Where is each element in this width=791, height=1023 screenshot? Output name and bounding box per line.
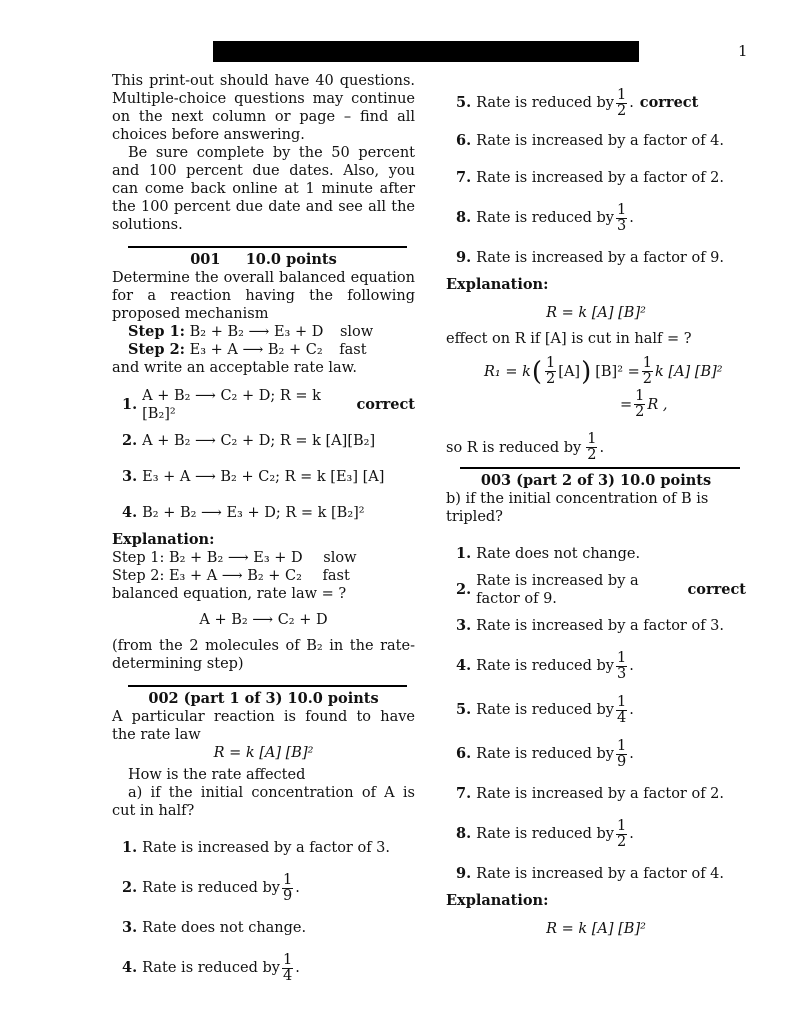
choice-number: 1.	[122, 396, 138, 413]
derivation-result: R ,	[647, 396, 668, 413]
step-1-label: Step 1:	[128, 323, 186, 340]
question-001-options	[112, 387, 415, 531]
explanation-step-1	[112, 549, 415, 567]
choice-option[interactable]: 8. Rate is reduced by $\frac{1}{2}$ .	[456, 817, 634, 850]
numerator: 1	[616, 649, 627, 666]
choice-number: 2.	[122, 879, 138, 896]
redacted-header-bar	[213, 41, 639, 62]
choice-option[interactable]	[456, 536, 746, 572]
explanation-label: Explanation:	[112, 531, 215, 548]
choice-number: 6.	[456, 745, 472, 762]
choice-option[interactable]	[122, 910, 415, 946]
choice-number: 7.	[456, 785, 472, 802]
choice-number: 3.	[122, 468, 138, 485]
equals: =	[620, 396, 633, 413]
fraction	[616, 651, 627, 682]
choice-text: Rate does not change.	[142, 920, 307, 936]
denominator: 2	[616, 102, 627, 119]
numerator: 1	[587, 431, 597, 447]
choice-option[interactable]	[456, 856, 746, 892]
denominator: 2	[587, 447, 597, 463]
choice-text: Rate is reduced by	[142, 960, 280, 976]
choice-option[interactable]	[122, 495, 415, 531]
choice-number: 1.	[456, 545, 472, 562]
derivation-mid: [B]² =	[595, 363, 640, 380]
choice-option[interactable]: 8. Rate is reduced by $\frac{1}{3}$ .	[456, 201, 634, 234]
explanation-question: effect on R if [A] is cut in half = ?	[446, 331, 692, 347]
choice-text: Rate does not change.	[476, 546, 641, 562]
choice-text: A + B₂ ⟶ C₂ + D; R = k [A][B₂]	[142, 433, 376, 449]
explanation-rate-law: R = k [A] [B]²	[546, 305, 646, 321]
divider	[128, 246, 407, 248]
choice-number: 5.	[456, 94, 472, 111]
correct-tag: correct	[356, 396, 415, 413]
question-003-header: 003 (part 2 of 3) 10.0 points	[480, 472, 712, 489]
numerator: 1	[546, 355, 556, 371]
page-number: 1	[738, 42, 748, 60]
choice-number: 5.	[456, 701, 472, 718]
choice-number: 9.	[456, 249, 472, 266]
step-1-rate: slow	[339, 324, 374, 340]
choice-number: 2.	[122, 432, 138, 449]
choice-number: 7.	[456, 169, 472, 186]
derivation-line-2	[620, 389, 746, 420]
choice-text: Rate is increased by a factor of 9.	[476, 250, 725, 266]
divider	[460, 467, 740, 469]
question-001-prompt: Determine the overall balanced equation for a reaction having the following proposed mechanism	[112, 270, 415, 322]
correct-tag: correct	[639, 94, 699, 111]
conclusion-text: so R is reduced by	[446, 439, 582, 456]
numerator: 1	[282, 951, 293, 968]
fraction	[642, 356, 653, 387]
choice-text: Rate is increased by a factor of 2.	[476, 786, 725, 802]
intro-paragraph-2: Be sure complete by the 50 percent and 100 percent due dates. Also, you can come back online at 1 minute after the 100 percent due date and see all the solutions.	[112, 145, 415, 233]
explanation-rate-law: R = k [A] [B]²	[546, 921, 646, 937]
correct-tag: correct	[687, 581, 746, 598]
choice-number: 3.	[456, 617, 472, 634]
derivation-line-1: R₁ = k ( $\frac{1}{2}$ [A] ) [B]² = $\frac{1}{2}$ k [A] [B]²	[484, 355, 723, 387]
fraction	[545, 356, 556, 387]
fraction	[616, 695, 627, 726]
denominator: 2	[616, 833, 627, 850]
choice-option[interactable]	[456, 572, 746, 608]
choice-text: E₃ + A ⟶ B₂ + C₂; R = k [E₃] [A]	[142, 469, 385, 485]
fraction	[282, 873, 293, 904]
exp-step-2-eq: Step 2: E₃ + A ⟶ B₂ + C₂	[112, 568, 302, 584]
choice-option[interactable]	[456, 608, 746, 644]
step-1-equation: B₂ + B₂ ⟶ E₃ + D	[189, 324, 324, 340]
numerator: 1	[642, 355, 653, 371]
fraction	[282, 953, 293, 984]
explanation-label: Explanation:	[446, 892, 549, 909]
numerator: 1	[635, 388, 645, 404]
choice-text: Rate is increased by a factor of 3.	[476, 618, 725, 634]
intro-paragraph-1: This print-out should have 40 questions. Multiple-choice questions may continue on the next column or page – find all choices before answering.	[112, 73, 415, 143]
choice-number: 9.	[456, 865, 472, 882]
left-column	[112, 72, 415, 990]
choice-text: B₂ + B₂ ⟶ E₃ + D; R = k [B₂]²	[142, 505, 365, 521]
choice-option[interactable]: 4. Rate is reduced by $\frac{1}{4}$ .	[122, 951, 300, 984]
question-003-options	[446, 536, 746, 892]
choice-number: 6.	[456, 132, 472, 149]
question-002-header: 002 (part 1 of 3) 10.0 points	[148, 690, 379, 707]
mechanism-step-2	[128, 341, 415, 359]
numerator: 1	[616, 693, 627, 710]
question-002-prompt: A particular reaction is found to have the rate law	[112, 709, 415, 743]
rate-law: R = k [A] [B]²	[213, 745, 314, 761]
step-2-rate: fast	[339, 342, 367, 358]
choice-text: Rate is reduced by	[476, 826, 614, 842]
denominator: 4	[616, 709, 627, 726]
question-002-options-b	[446, 84, 746, 276]
choice-text: Rate is reduced by	[476, 210, 614, 226]
question-002-sub2: a) if the initial concentration of A is cut in half?	[112, 785, 415, 819]
choice-text: Rate is reduced by	[476, 702, 614, 718]
mechanism-step-1	[128, 323, 415, 341]
divider	[128, 685, 407, 687]
denominator: 9	[616, 753, 627, 770]
fraction	[586, 432, 597, 463]
choice-option[interactable]	[456, 160, 746, 196]
choice-text: Rate is increased by a factor of 4.	[476, 866, 725, 882]
choice-option[interactable]	[122, 830, 415, 866]
choice-option[interactable]	[456, 122, 746, 160]
question-001-header: 001 10.0 points	[190, 251, 337, 268]
choice-option[interactable]	[122, 423, 415, 459]
fraction	[616, 203, 627, 234]
choice-number: 1.	[122, 839, 138, 856]
choice-option[interactable]	[456, 240, 746, 276]
fraction	[616, 739, 627, 770]
numerator: 1	[616, 817, 627, 834]
choice-option[interactable]: 6. Rate is reduced by $\frac{1}{9}$ .	[456, 737, 634, 770]
choice-option[interactable]: 4. Rate is reduced by $\frac{1}{3}$ .	[456, 649, 634, 682]
derivation-lhs: R₁ = k	[484, 363, 531, 380]
explanation-note: (from the 2 molecules of B₂ in the rate-determining step)	[112, 638, 415, 672]
choice-number: 3.	[122, 919, 138, 936]
explanation-label: Explanation:	[446, 276, 549, 293]
denominator: 4	[282, 967, 293, 984]
fraction	[616, 819, 627, 850]
explanation-step-2	[112, 567, 415, 585]
choice-number: 2.	[456, 581, 472, 598]
choice-text: Rate is increased by a factor of 2.	[476, 170, 725, 186]
choice-option[interactable]: 5. Rate is reduced by $\frac{1}{2}$ . correct	[456, 86, 699, 119]
choice-number: 4.	[456, 657, 472, 674]
exp-step-1-eq: Step 1: B₂ + B₂ ⟶ E₃ + D	[112, 550, 303, 566]
question-003-prompt: b) if the initial concentration of B is tripled?	[446, 491, 709, 525]
question-002-options-a	[112, 830, 415, 990]
denominator: 2	[642, 371, 653, 387]
denominator: 3	[616, 665, 627, 682]
choice-option[interactable]	[122, 459, 415, 495]
numerator: 1	[616, 86, 627, 103]
choice-number: 4.	[122, 504, 138, 521]
explanation-line: balanced equation, rate law = ?	[112, 586, 347, 602]
fraction	[634, 389, 645, 420]
choice-text: Rate is increased by a factor of 4.	[476, 133, 725, 149]
step-2-label: Step 2:	[128, 341, 186, 358]
choice-text: Rate is reduced by	[142, 880, 280, 896]
numerator: 1	[616, 201, 627, 218]
numerator: 1	[282, 871, 293, 888]
choice-text: Rate is reduced by	[476, 746, 614, 762]
fraction	[616, 88, 627, 119]
choice-text: Rate is increased by a factor of 3.	[142, 840, 391, 856]
denominator: 2	[546, 371, 556, 387]
exp-step-1-rate: slow	[323, 550, 357, 566]
step-2-equation: E₃ + A ⟶ B₂ + C₂	[189, 342, 323, 358]
denominator: 2	[635, 404, 645, 420]
choice-number: 8.	[456, 825, 472, 842]
choice-text: Rate is reduced by	[476, 95, 614, 111]
choice-option[interactable]: 5. Rate is reduced by $\frac{1}{4}$ .	[456, 693, 634, 726]
choice-text: A + B₂ ⟶ C₂ + D; R = k [B₂]²	[142, 388, 321, 422]
denominator: 3	[616, 217, 627, 234]
choice-option[interactable]: 2. Rate is reduced by $\frac{1}{9}$ .	[122, 871, 300, 904]
derivation-rhs: k [A] [B]²	[655, 363, 723, 380]
exp-step-2-rate: fast	[322, 568, 350, 584]
choice-text: Rate is increased by a factor of 9.	[476, 573, 639, 607]
derivation-inner: [A]	[558, 363, 581, 380]
choice-number: 8.	[456, 209, 472, 226]
choice-text: Rate is reduced by	[476, 658, 614, 674]
question-002-sub1: How is the rate affected	[128, 767, 306, 783]
explanation-equation: A + B₂ ⟶ C₂ + D	[199, 612, 328, 628]
choice-option[interactable]	[122, 387, 415, 423]
choice-option[interactable]	[456, 776, 746, 812]
right-column	[446, 84, 746, 938]
explanation-derivation	[484, 356, 746, 420]
question-001-prompt-end: and write an acceptable rate law.	[112, 360, 357, 376]
denominator: 9	[282, 887, 293, 904]
choice-number: 4.	[122, 959, 138, 976]
explanation-conclusion: so R is reduced by $\frac{1}{2}$ .	[446, 431, 605, 463]
numerator: 1	[616, 737, 627, 754]
